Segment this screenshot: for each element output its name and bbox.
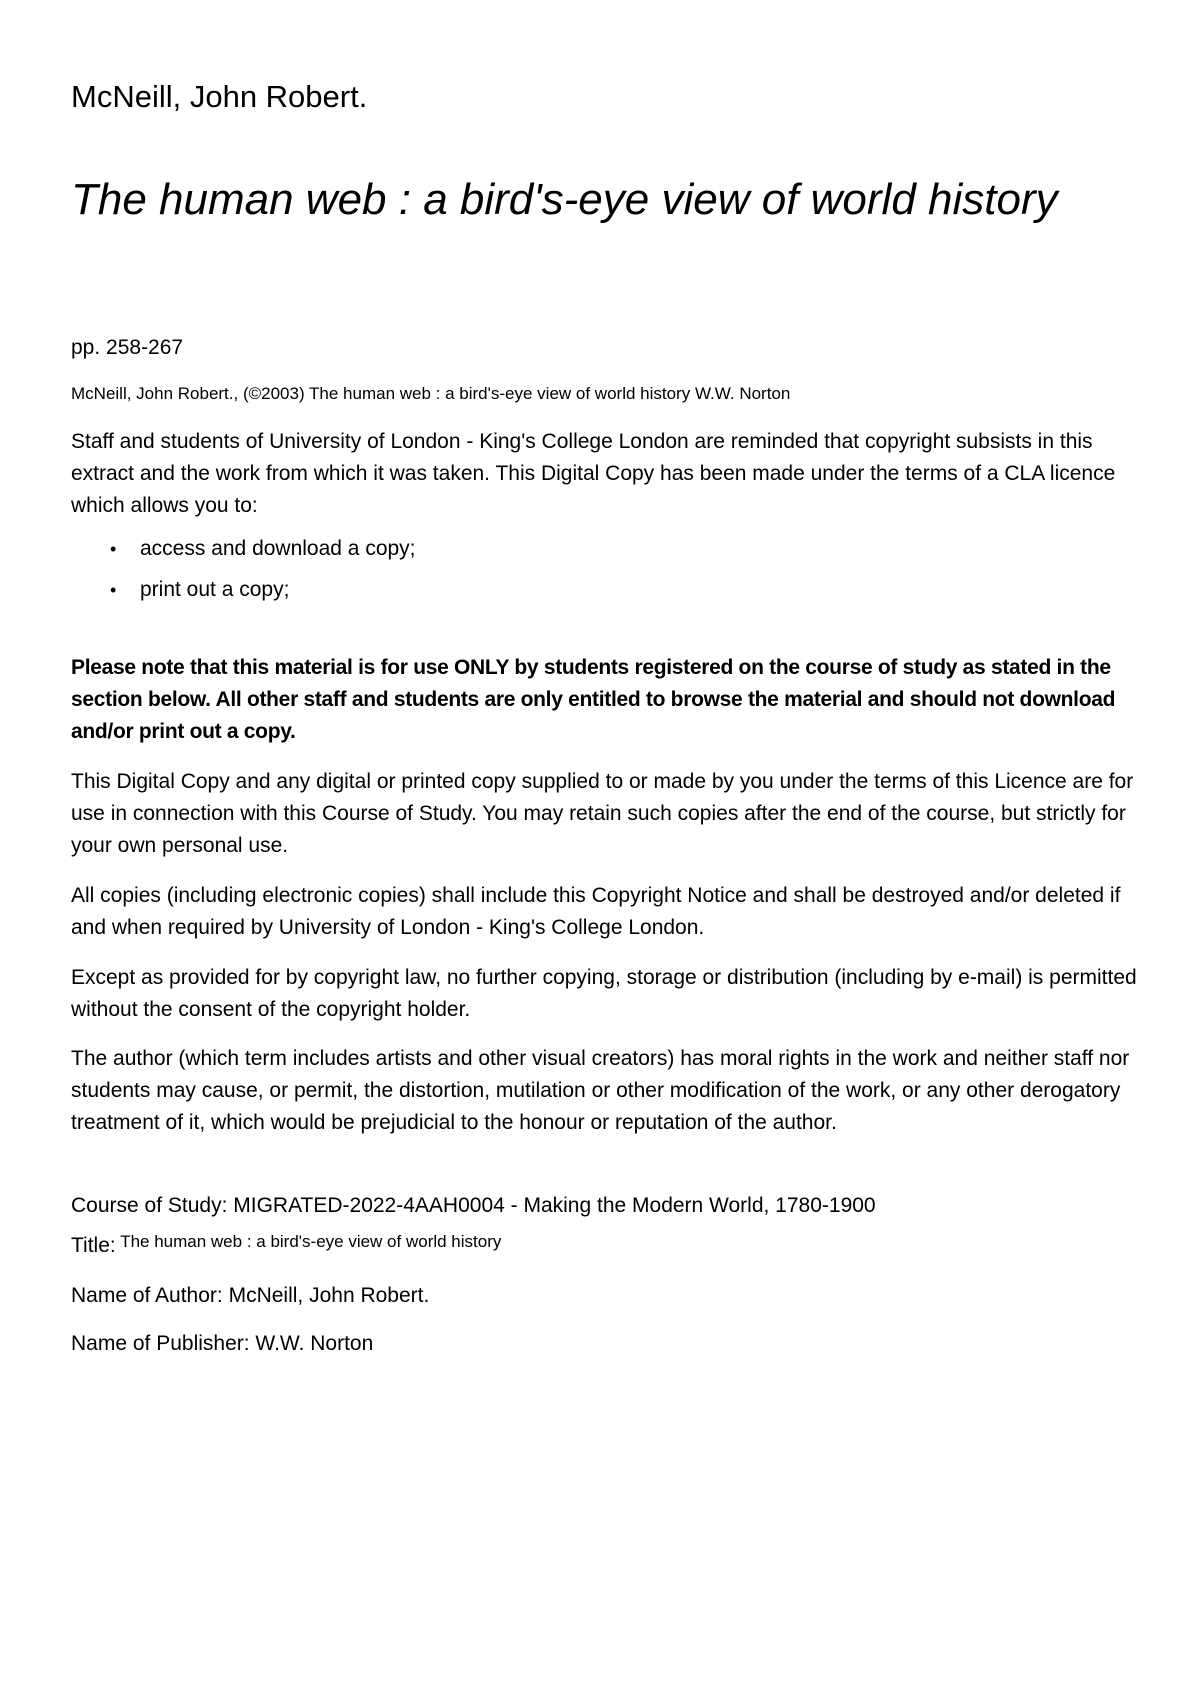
moral-rights-paragraph: The author (which term includes artists and other visual creators) has moral rights in the work and neither staff nor students may cause, or permit, the distortion, mutilation or other modification of the work, or any other derogatory treatment of it, which would be prejudicial to the honour or reputation of the author.: [71, 1047, 1130, 1134]
author-detail: Name of Author: McNeill, John Robert.: [71, 1284, 430, 1307]
usage-warning: Please note that this material is for use ONLY by students registered on the course of study as stated in the section below. All other staff and students are only entitled to browse the material and should not download and/or print out a copy.: [71, 656, 1116, 743]
exceptions-paragraph: Except as provided for by copyright law, no further copying, storage or distribution (including by e-mail) is permitted without the consent of the copyright holder.: [71, 966, 1137, 1021]
citation: McNeill, John Robert., (©2003) The human web : a bird's-eye view of world history W.W. Norton: [71, 384, 791, 403]
permissions-list: [110, 535, 416, 617]
title-detail: [71, 1234, 501, 1258]
list-item-text: print out a copy;: [140, 578, 290, 601]
title-value: The human web : a bird's-eye view of world history: [120, 1232, 502, 1251]
title-label: Title:: [71, 1234, 116, 1257]
author-heading: McNeill, John Robert.: [71, 79, 368, 114]
course-of-study: Course of Study: MIGRATED-2022-4AAH0004 - Making the Modern World, 1780-1900: [71, 1194, 876, 1217]
list-item-text: access and download a copy;: [140, 537, 416, 560]
publisher-detail: Name of Publisher: W.W. Norton: [71, 1332, 374, 1355]
intro-paragraph: Staff and students of University of London - King's College London are reminded that copyright subsists in this extract and the work from which it was taken. This Digital Copy has been made under the terms of a CLA licence which allows you to:: [71, 430, 1116, 517]
bullet-icon: •: [110, 580, 117, 600]
copies-paragraph: All copies (including electronic copies) shall include this Copyright Notice and shall be destroyed and/or deleted if and when required by University of London - King's College London.: [71, 884, 1121, 939]
book-title: The human web : a bird's-eye view of world history: [71, 175, 1058, 224]
list-item: [110, 535, 416, 576]
bullet-icon: •: [110, 539, 117, 559]
usage-paragraph: This Digital Copy and any digital or printed copy supplied to or made by you under the terms of this Licence are for use in connection with this Course of Study. You may retain such copies after the end of the course, but strictly for your own personal use.: [71, 770, 1134, 857]
page-range: pp. 258-267: [71, 336, 184, 359]
list-item: [110, 576, 416, 617]
